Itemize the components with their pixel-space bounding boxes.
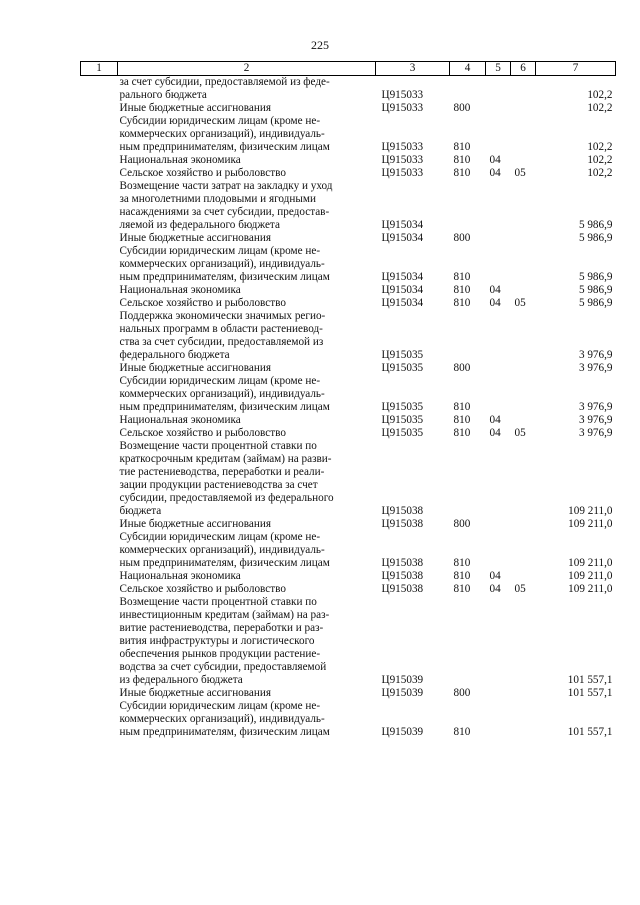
row-subsection — [511, 102, 536, 115]
table-row — [81, 427, 616, 440]
row-subsection: 05 — [514, 167, 526, 179]
row-amount: 5 986,9 — [578, 297, 613, 309]
row-target-code: Ц915033 — [381, 141, 424, 153]
row-section: 04 — [489, 284, 501, 296]
table-header — [81, 62, 616, 76]
row-name: Возмещение части процентной ставки по инвестиционным кредитам (займам) на раз- витие растениеводства, переработки и раз- вития инфраструктуры и логистического обеспечения рынков продукции растение- водства за счет субсидии, предоставляемой из федерального бюджета — [119, 596, 330, 686]
row-target-code: Ц915033 — [381, 167, 424, 179]
table-row — [81, 687, 616, 700]
num-cell-empty — [81, 596, 118, 687]
row-name: Возмещение части процентной ставки по краткосрочным кредитам (займам) на разви- тие растениеводства, переработки и реали- зации продукции растениеводства за счет субсидии, предоставляемой из федерального бюджета — [119, 440, 334, 517]
row-target-code: Ц915039 — [381, 674, 424, 686]
row-target-code: Ц915039 — [381, 726, 424, 738]
row-subsection — [511, 115, 536, 154]
header-col-4: 4 — [450, 62, 486, 76]
header-col-6: 6 — [511, 62, 536, 76]
row-section: 04 — [489, 297, 501, 309]
row-section — [486, 76, 511, 103]
row-expense-type: 810 — [453, 726, 471, 738]
row-section: 04 — [489, 414, 501, 426]
row-name: Поддержка экономически значимых регио- нальных программ в области растениевод- ства за счет субсидии, предоставляемой из федерального бюджета — [119, 310, 326, 361]
num-cell-empty — [81, 687, 118, 700]
row-section — [486, 375, 511, 414]
row-expense-type: 800 — [453, 232, 471, 244]
row-section: 04 — [489, 427, 501, 439]
row-subsection — [511, 284, 536, 297]
row-subsection — [511, 687, 536, 700]
row-amount: 3 976,9 — [578, 401, 613, 413]
row-amount: 3 976,9 — [578, 427, 613, 439]
table-row — [81, 167, 616, 180]
num-cell-empty — [81, 531, 118, 570]
row-amount: 101 557,1 — [567, 726, 613, 738]
row-name: Сельское хозяйство и рыболовство — [119, 427, 286, 439]
table-row — [81, 518, 616, 531]
row-expense-type: 810 — [453, 583, 471, 595]
row-name: Иные бюджетные ассигнования — [119, 362, 271, 374]
row-target-code: Ц915038 — [381, 583, 424, 595]
row-target-code: Ц915033 — [381, 154, 424, 166]
table-row — [81, 102, 616, 115]
row-amount: 5 986,9 — [578, 271, 613, 283]
row-target-code: Ц915034 — [381, 297, 424, 309]
table-row — [81, 310, 616, 362]
row-expense-type: 810 — [453, 141, 471, 153]
budget-table — [80, 61, 616, 739]
row-expense-type — [450, 180, 486, 232]
row-expense-type: 810 — [453, 284, 471, 296]
row-section — [486, 245, 511, 284]
row-amount: 101 557,1 — [567, 687, 613, 699]
row-name: Иные бюджетные ассигнования — [119, 102, 271, 114]
num-cell-empty — [81, 76, 118, 103]
row-amount: 109 211,0 — [568, 518, 613, 530]
row-amount: 102,2 — [587, 141, 613, 153]
row-subsection — [511, 700, 536, 739]
row-amount: 5 986,9 — [578, 232, 613, 244]
row-name: Субсидии юридическим лицам (кроме не- коммерческих организаций), индивидуаль- ным предпринимателям, физическим лицам — [119, 245, 330, 283]
num-cell-empty — [81, 310, 118, 362]
num-cell-empty — [81, 167, 118, 180]
num-cell-empty — [81, 284, 118, 297]
header-row — [81, 62, 616, 76]
table-row — [81, 596, 616, 687]
table-row — [81, 531, 616, 570]
num-cell-empty — [81, 570, 118, 583]
row-subsection: 05 — [514, 297, 526, 309]
row-subsection — [511, 180, 536, 232]
row-target-code: Ц915033 — [381, 102, 424, 114]
table-row — [81, 297, 616, 310]
row-target-code: Ц915039 — [381, 687, 424, 699]
page-number: 225 — [311, 38, 329, 52]
row-section: 04 — [489, 583, 501, 595]
header-col-2: 2 — [118, 62, 376, 76]
row-amount: 3 976,9 — [578, 349, 613, 361]
row-section — [486, 310, 511, 362]
row-subsection: 05 — [514, 583, 526, 595]
row-amount: 109 211,0 — [568, 583, 613, 595]
row-target-code: Ц915038 — [381, 518, 424, 530]
row-target-code: Ц915035 — [381, 414, 424, 426]
row-name: Национальная экономика — [119, 570, 241, 582]
row-expense-type: 810 — [453, 154, 471, 166]
row-subsection — [511, 596, 536, 687]
num-cell-empty — [81, 297, 118, 310]
row-expense-type: 800 — [453, 687, 471, 699]
row-expense-type: 810 — [453, 427, 471, 439]
num-cell-empty — [81, 427, 118, 440]
row-target-code: Ц915038 — [381, 557, 424, 569]
row-target-code: Ц915038 — [381, 505, 424, 517]
row-amount: 102,2 — [587, 89, 613, 101]
row-expense-type: 810 — [453, 297, 471, 309]
row-name: Иные бюджетные ассигнования — [119, 232, 271, 244]
row-name: Иные бюджетные ассигнования — [119, 687, 271, 699]
row-name: Субсидии юридическим лицам (кроме не- коммерческих организаций), индивидуаль- ным предпринимателям, физическим лицам — [119, 531, 330, 569]
num-cell-empty — [81, 583, 118, 596]
row-section — [486, 102, 511, 115]
table-row — [81, 154, 616, 167]
table-row — [81, 76, 616, 103]
row-amount: 3 976,9 — [578, 362, 613, 374]
row-amount: 102,2 — [587, 167, 613, 179]
table-row — [81, 700, 616, 739]
row-target-code: Ц915034 — [381, 284, 424, 296]
row-target-code: Ц915035 — [381, 349, 424, 361]
table-row — [81, 375, 616, 414]
row-amount: 101 557,1 — [567, 674, 613, 686]
row-target-code: Ц915035 — [381, 401, 424, 413]
row-section — [486, 518, 511, 531]
row-expense-type: 810 — [453, 414, 471, 426]
table-row — [81, 414, 616, 427]
row-expense-type: 810 — [453, 167, 471, 179]
row-section — [486, 362, 511, 375]
row-subsection — [511, 531, 536, 570]
num-cell-empty — [81, 440, 118, 518]
num-cell-empty — [81, 115, 118, 154]
row-subsection — [511, 440, 536, 518]
header-col-1: 1 — [81, 62, 118, 76]
row-name: Национальная экономика — [119, 154, 241, 166]
row-target-code: Ц915038 — [381, 570, 424, 582]
row-target-code: Ц915033 — [381, 89, 424, 101]
row-name: за счет субсидии, предоставляемой из феде- рального бюджета — [119, 76, 330, 101]
row-subsection — [511, 414, 536, 427]
row-subsection — [511, 375, 536, 414]
table-row — [81, 440, 616, 518]
row-expense-type: 800 — [453, 518, 471, 530]
row-section: 04 — [489, 154, 501, 166]
num-cell-empty — [81, 414, 118, 427]
table-row — [81, 570, 616, 583]
row-expense-type — [450, 596, 486, 687]
row-expense-type: 810 — [453, 557, 471, 569]
num-cell-empty — [81, 375, 118, 414]
row-amount: 102,2 — [587, 154, 613, 166]
row-name: Сельское хозяйство и рыболовство — [119, 583, 286, 595]
row-subsection — [511, 76, 536, 103]
num-cell-empty — [81, 245, 118, 284]
num-cell-empty — [81, 232, 118, 245]
row-expense-type — [450, 76, 486, 103]
num-cell-empty — [81, 102, 118, 115]
row-expense-type — [450, 310, 486, 362]
row-subsection — [511, 310, 536, 362]
header-col-5: 5 — [486, 62, 511, 76]
num-cell-empty — [81, 154, 118, 167]
row-expense-type: 800 — [453, 102, 471, 114]
row-section — [486, 687, 511, 700]
row-expense-type: 810 — [453, 570, 471, 582]
row-target-code: Ц915035 — [381, 427, 424, 439]
num-cell-empty — [81, 518, 118, 531]
row-section — [486, 180, 511, 232]
header-col-7: 7 — [536, 62, 616, 76]
row-amount: 109 211,0 — [568, 557, 613, 569]
row-subsection — [511, 154, 536, 167]
row-name: Национальная экономика — [119, 414, 241, 426]
row-section: 04 — [489, 570, 501, 582]
row-target-code: Ц915034 — [381, 219, 424, 231]
row-target-code: Ц915034 — [381, 232, 424, 244]
row-target-code: Ц915035 — [381, 362, 424, 374]
row-expense-type: 810 — [453, 401, 471, 413]
row-name: Национальная экономика — [119, 284, 241, 296]
row-section: 04 — [489, 167, 501, 179]
row-subsection — [511, 362, 536, 375]
row-name: Иные бюджетные ассигнования — [119, 518, 271, 530]
row-name: Сельское хозяйство и рыболовство — [119, 297, 286, 309]
table-row — [81, 180, 616, 232]
row-section — [486, 440, 511, 518]
row-name: Сельское хозяйство и рыболовство — [119, 167, 286, 179]
table-row — [81, 115, 616, 154]
row-name: Субсидии юридическим лицам (кроме не- коммерческих организаций), индивидуаль- ным предпринимателям, физическим лицам — [119, 700, 330, 738]
row-section — [486, 596, 511, 687]
row-expense-type: 800 — [453, 362, 471, 374]
row-expense-type — [450, 440, 486, 518]
num-cell-empty — [81, 700, 118, 739]
row-section — [486, 531, 511, 570]
row-amount: 102,2 — [587, 102, 613, 114]
row-name: Субсидии юридическим лицам (кроме не- коммерческих организаций), индивидуаль- ным предпринимателям, физическим лицам — [119, 375, 330, 413]
table-row — [81, 284, 616, 297]
row-section — [486, 115, 511, 154]
row-section — [486, 232, 511, 245]
table-row — [81, 583, 616, 596]
row-subsection — [511, 570, 536, 583]
row-subsection: 05 — [514, 427, 526, 439]
row-subsection — [511, 518, 536, 531]
table-row — [81, 245, 616, 284]
row-subsection — [511, 245, 536, 284]
row-amount: 109 211,0 — [568, 570, 613, 582]
row-amount: 109 211,0 — [568, 505, 613, 517]
row-name: Возмещение части затрат на закладку и уход за многолетними плодовыми и ягодными насаждениями за счет субсидии, предостав- ляемой из федерального бюджета — [119, 180, 333, 231]
table-row — [81, 362, 616, 375]
row-amount: 5 986,9 — [578, 219, 613, 231]
row-subsection — [511, 232, 536, 245]
header-col-3: 3 — [376, 62, 450, 76]
num-cell-empty — [81, 180, 118, 232]
row-amount: 5 986,9 — [578, 284, 613, 296]
row-expense-type: 810 — [453, 271, 471, 283]
table-body — [81, 76, 616, 740]
table-row — [81, 232, 616, 245]
num-cell-empty — [81, 362, 118, 375]
row-name: Субсидии юридическим лицам (кроме не- коммерческих организаций), индивидуаль- ным предпринимателям, физическим лицам — [119, 115, 330, 153]
row-amount: 3 976,9 — [578, 414, 613, 426]
row-target-code: Ц915034 — [381, 271, 424, 283]
row-section — [486, 700, 511, 739]
